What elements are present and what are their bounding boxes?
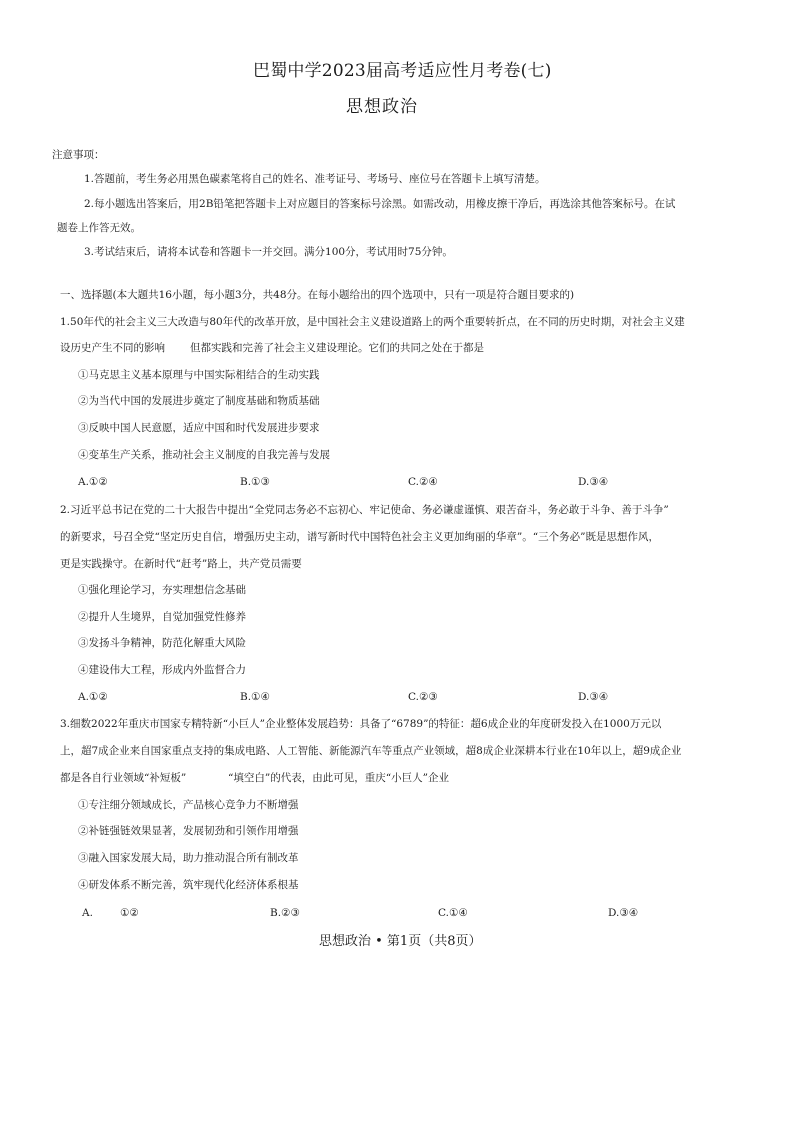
q1-stem-line-1: 1.50年代的社会主义三大改造与80年代的改革开放，是中国社会主义建设道路上的两个重要转折点，在不同的历史时期，对社会主义建 xyxy=(60,316,685,328)
q2-stem-line-3: 更是实践操守。在新时代“赶考”路上，共产党员需要 xyxy=(60,558,302,570)
q2-option-d: D.③④ xyxy=(578,691,609,703)
q3-statement-3: ③融入国家发展大局，助力推动混合所有制改革 xyxy=(78,852,299,864)
q1-option-b: B.①③ xyxy=(240,476,270,488)
exam-title: 巴蜀中学2023届高考适应性月考卷(七) xyxy=(253,61,552,81)
q2-statement-2: ②提升人生境界，自觉加强党性修养 xyxy=(78,611,246,623)
q1-option-a: A.①② xyxy=(78,476,108,488)
notice-heading: 注意事项： xyxy=(52,149,105,161)
q3-stem-line-3a: 都是各自行业领域“补短板” xyxy=(60,772,187,784)
q2-stem-line-2: 的新要求，号召全党“坚定历史自信，增强历史主动，谱写新时代中国特色社会主义更加绚丽的华章”。“三个务必”既是思想作风， xyxy=(60,531,659,543)
subject-title: 思想政治 xyxy=(346,97,418,117)
q3-statement-4: ④研发体系不断完善，筑牢现代化经济体系根基 xyxy=(78,879,299,891)
q3-option-a: ①② xyxy=(120,907,139,919)
q3-statement-2: ②补链强链效果显著，发展韧劲和引领作用增强 xyxy=(78,825,299,837)
q1-statement-3: ③反映中国人民意愿，适应中国和时代发展进步要求 xyxy=(78,422,320,434)
q1-stem-line-2a: 设历史产生不同的影响 xyxy=(60,342,165,354)
q2-option-a: A.①② xyxy=(78,691,108,703)
q2-statement-4: ④建设伟大工程，形成内外监督合力 xyxy=(78,664,246,676)
q3-option-d: D.③④ xyxy=(608,907,639,919)
notice-item-1: 1.答题前，考生务必用黑色碳素笔将自己的姓名、准考证号、考场号、座位号在答题卡上填写清楚。 xyxy=(84,173,546,185)
q3-stem-line-2: 上，超7成企业来自国家重点支持的集成电路、人工智能、新能源汽车等重点产业领域，超8成企业深耕本行业在10年以上，超9成企业 xyxy=(60,745,682,757)
q1-option-d: D.③④ xyxy=(578,476,609,488)
notice-item-2-line-2: 题卷上作答无效。 xyxy=(57,222,141,234)
q3-stem-line-3b: “填空白”的代表，由此可见，重庆“小巨人”企业 xyxy=(228,772,449,784)
q3-stem-line-1: 3.细数2022年重庆市国家专精特新“小巨人”企业整体发展趋势：具备了“6789”的特征：超6成企业的年度研发投入在1000万元以 xyxy=(60,718,662,730)
q1-option-c: C.②④ xyxy=(408,476,438,488)
q2-option-c: C.②③ xyxy=(408,691,438,703)
q2-statement-1: ①强化理论学习，夯实理想信念基础 xyxy=(78,584,246,596)
notice-item-3: 3.考试结束后，请将本试卷和答题卡一并交回。满分100分，考试用时75分钟。 xyxy=(84,246,453,258)
q3-option-b: B.②③ xyxy=(270,907,300,919)
q3-option-a-letter: A. xyxy=(82,907,93,919)
page-footer: 思想政治 • 第1页（共8页） xyxy=(319,934,482,949)
q1-statement-1: ①马克思主义基本原理与中国实际相结合的生动实践 xyxy=(78,369,320,381)
q1-statement-2: ②为当代中国的发展进步奠定了制度基础和物质基础 xyxy=(78,395,320,407)
notice-item-2-line-1: 2.每小题选出答案后，用2B铅笔把答题卡上对应题目的答案标号涂黑。如需改动，用橡皮擦干净后，再选涂其他答案标号。在试 xyxy=(84,198,676,210)
q2-option-b: B.①④ xyxy=(240,691,270,703)
q1-statement-4: ④变革生产关系，推动社会主义制度的自我完善与发展 xyxy=(78,449,330,461)
section-heading: 一、选择题(本大题共16小题，每小题3分，共48分。在每小题给出的四个选项中，只有一项是符合题目要求的) xyxy=(60,289,575,301)
q3-statement-1: ①专注细分领域成长，产品核心竞争力不断增强 xyxy=(78,799,299,811)
q2-statement-3: ③发扬斗争精神，防范化解重大风险 xyxy=(78,637,246,649)
q3-option-c: C.①④ xyxy=(438,907,468,919)
q1-stem-line-2b: 但都实践和完善了社会主义建设理论。它们的共同之处在于都是 xyxy=(190,342,484,354)
q2-stem-line-1: 2.习近平总书记在党的二十大报告中提出“全党同志务必不忘初心、牢记使命、务必谦虚谨慎、艰苦奋斗，务必敢于斗争、善于斗争” xyxy=(60,504,669,516)
